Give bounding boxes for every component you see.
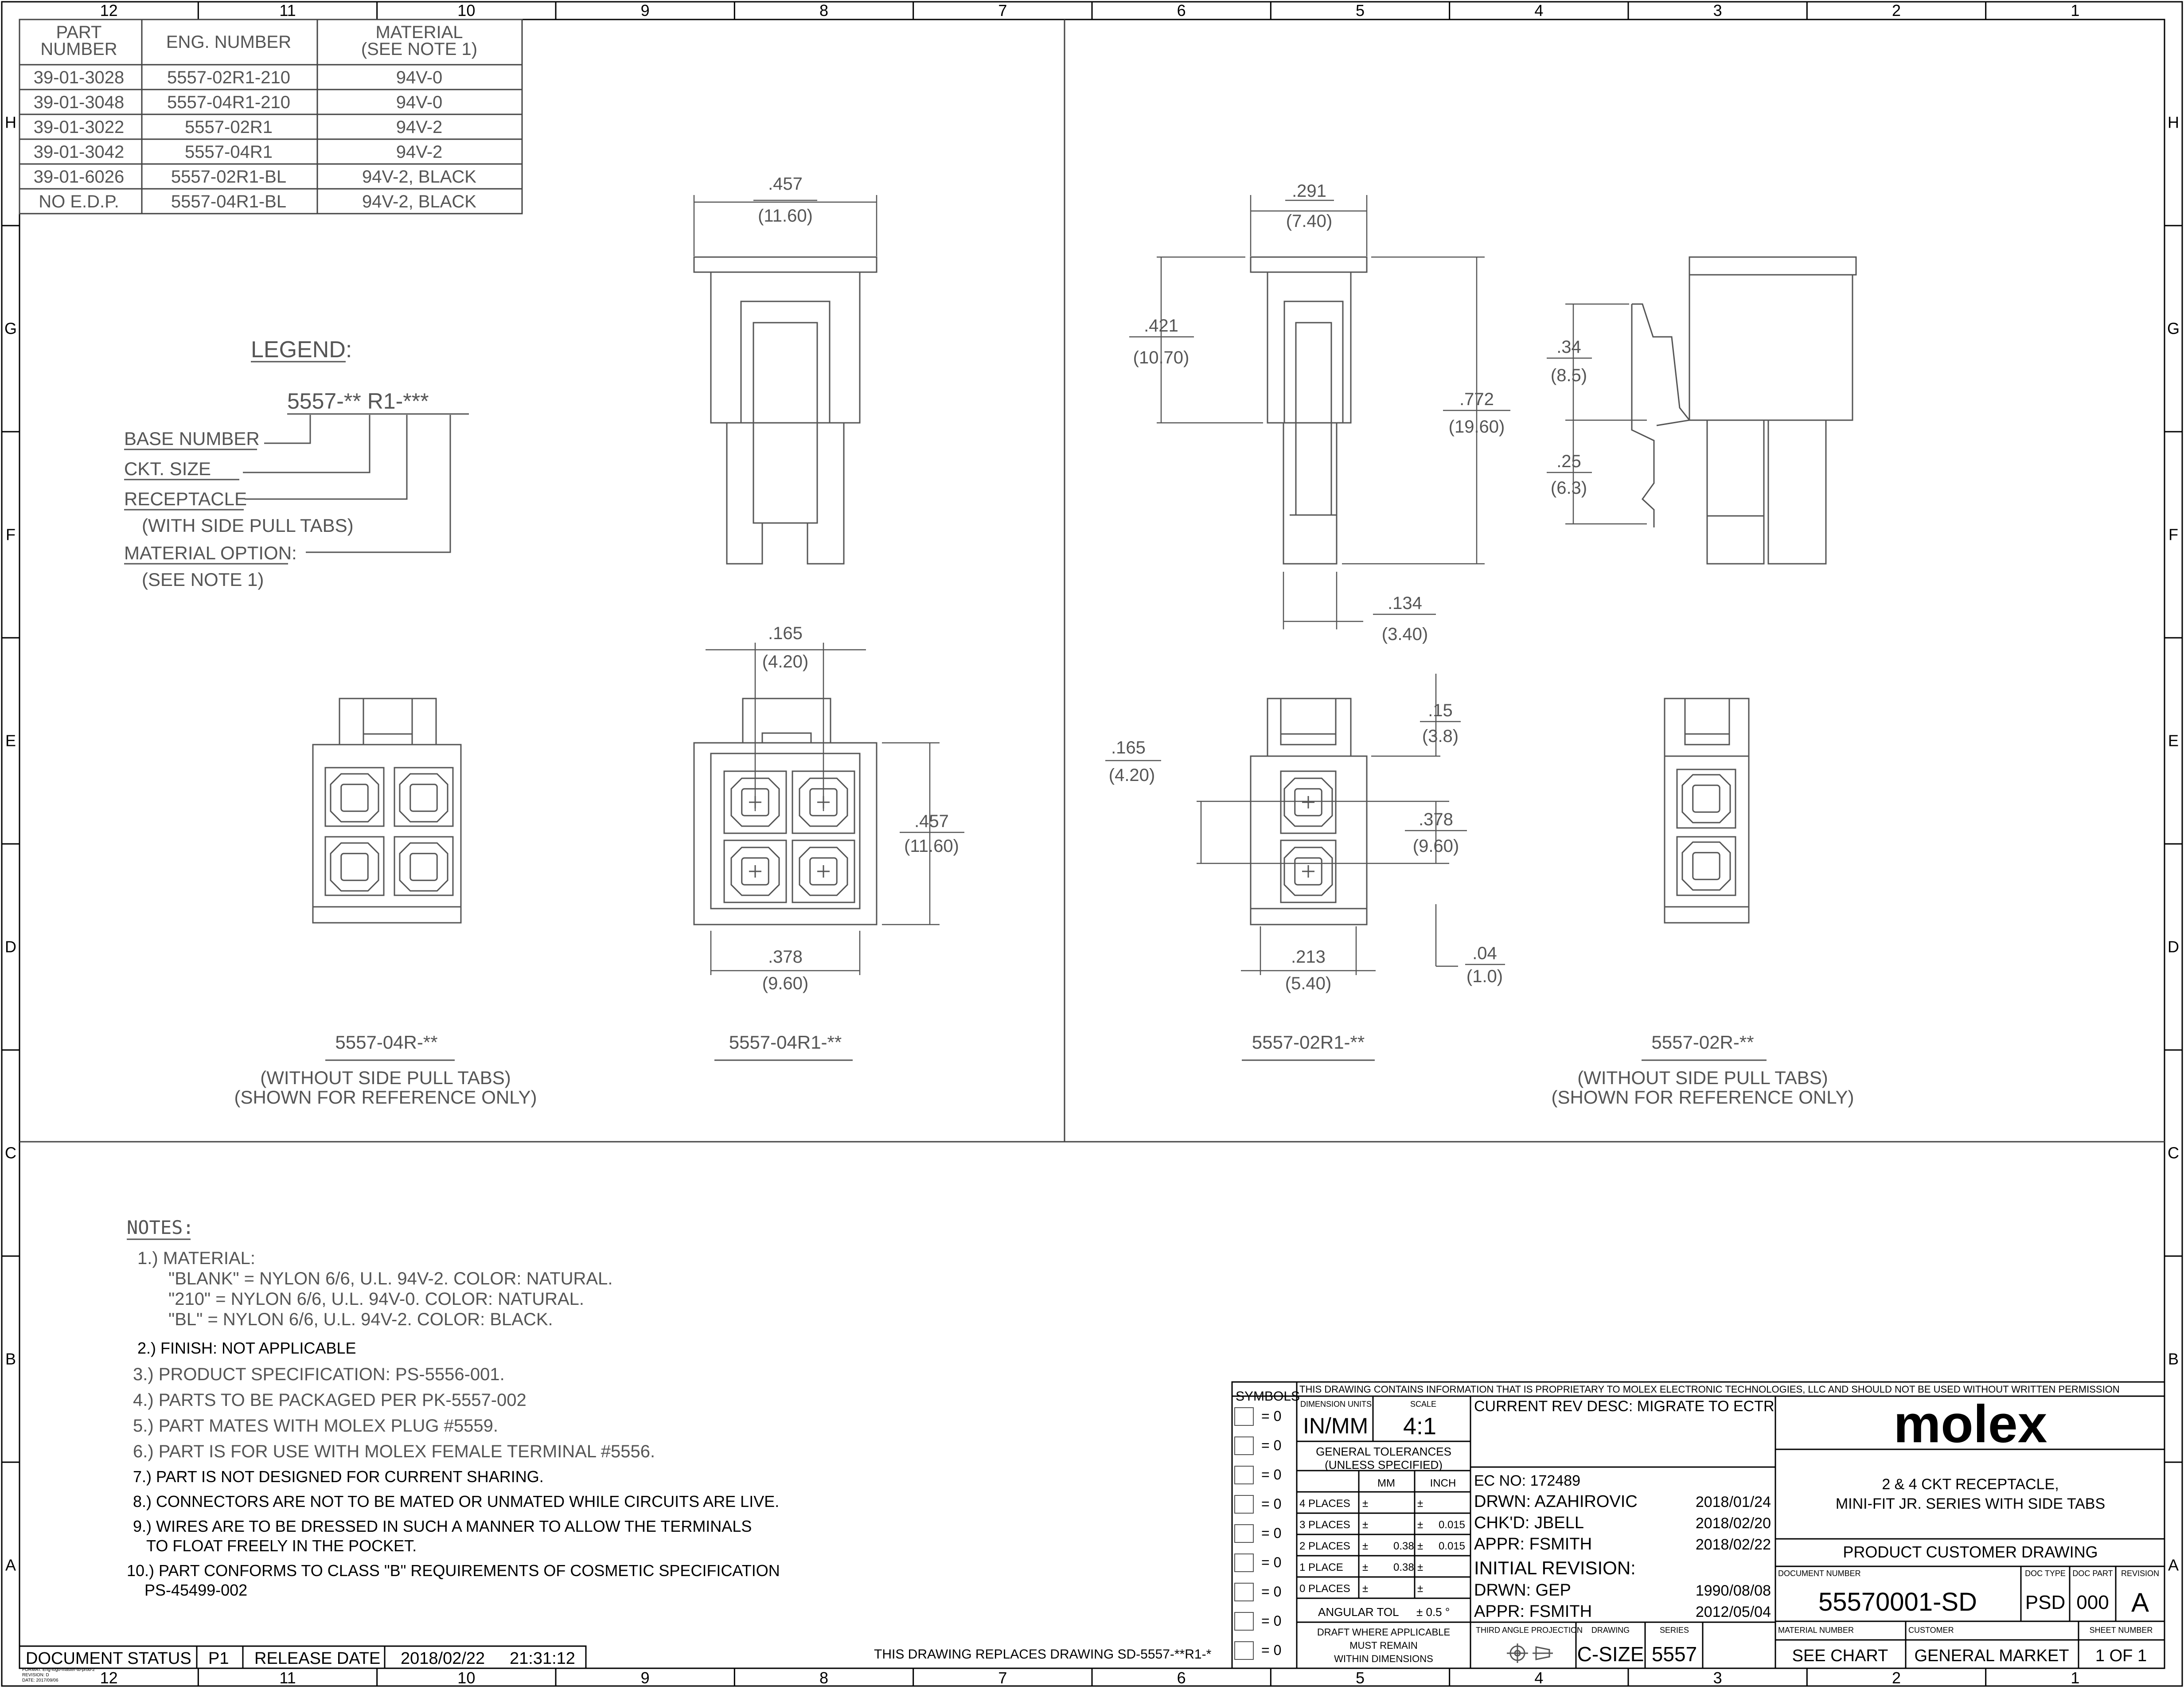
table-header-part-2: NUMBER [40,39,117,59]
drawing-size: C-SIZE [1577,1643,1644,1666]
note-2: 2.) FINISH: NOT APPLICABLE [137,1339,356,1357]
dim-165-v3-in: .165 [1111,738,1146,757]
zone-col-top: 9 [640,1,650,20]
release-date-label: RELEASE DATE [254,1649,381,1668]
dim-378-v3-mm: (9.60) [1412,836,1459,856]
tol-row-inch: 0.015 [1438,1540,1465,1552]
drawing-label: DRAWING [1591,1626,1630,1635]
legend-item-ckt: CKT. SIZE [124,458,211,479]
format-tag-1: FORMAT: Eng-logo-master-tb-prod-2 [22,1667,95,1672]
dim-421-mm: (10.70) [1133,348,1190,367]
table-cell: 94V-0 [396,68,443,87]
legend-item-material: MATERIAL OPTION: [124,543,297,563]
svg-text:±: ± [1417,1519,1424,1531]
table-header-eng: ENG. NUMBER [166,32,292,52]
doc-title: PRODUCT CUSTOMER DRAWING [1843,1543,2098,1561]
note-7: 7.) PART IS NOT DESIGNED FOR CURRENT SHARING. [133,1468,544,1486]
table-cell: 5557-04R1-BL [171,192,287,211]
zone-row-right: H [2168,113,2179,132]
note-9-a: 9.) WIRES ARE TO BE DRESSED IN SUCH A MANNER TO ALLOW THE TERMINALS [133,1517,752,1535]
zone-row-left: H [5,113,16,132]
tol-row-mm: 0.38 [1393,1561,1414,1573]
dim-291-in: .291 [1292,181,1326,201]
description-2: MINI-FIT JR. SERIES WITH SIDE TABS [1835,1495,2106,1512]
note-4: 4.) PARTS TO BE PACKAGED PER PK-5557-002 [133,1390,526,1410]
tol-row-inch: 0.015 [1438,1519,1465,1531]
zone-col-bottom: 2 [1892,1669,1901,1687]
dim-772-mm: (19.60) [1448,417,1505,437]
dim-15-in: .15 [1428,701,1453,720]
dim-165-v2-mm: (4.20) [762,652,809,671]
svg-text:= 0: = 0 [1261,1525,1282,1541]
table-cell: 94V-2, BLACK [362,167,476,187]
dim-457-v2-in: .457 [914,812,949,831]
svg-text:= 0: = 0 [1261,1437,1282,1453]
tol-col-mm: MM [1377,1477,1395,1489]
format-tag-3: DATE: 2017/09/06 [22,1678,58,1683]
replaces-drawing: THIS DRAWING REPLACES DRAWING SD-5557-**R1-* [874,1647,1212,1662]
dim-457-v2-mm: (11.60) [904,836,959,856]
material-number: SEE CHART [1792,1647,1888,1665]
zone-row-left: B [5,1350,16,1368]
tol-row-label: 4 PLACES [1299,1498,1350,1510]
initial-drwn-date: 1990/08/08 [1695,1582,1771,1599]
sheet-number: 1 OF 1 [2095,1647,2147,1665]
revision-label: REVISION [2121,1569,2160,1578]
zone-col-top: 11 [279,1,296,20]
table-cell: 94V-2 [396,117,443,137]
table-cell: 5557-02R1-BL [171,167,287,187]
dim-units-label: DIMENSION UNITS [1300,1400,1372,1409]
table-cell: 5557-02R1 [185,117,273,137]
customer: GENERAL MARKET [1914,1647,2069,1665]
dim-378-v2-mm: (9.60) [762,974,809,993]
initial-drwn: DRWN: GEP [1474,1581,1571,1600]
svg-text:±: ± [1417,1540,1424,1552]
note-6: 6.) PART IS FOR USE WITH MOLEX FEMALE TERMINAL #5556. [133,1442,655,1461]
note-8: 8.) CONNECTORS ARE NOT TO BE MATED OR UNMATED WHILE CIRCUITS ARE LIVE. [133,1492,780,1510]
table-cell: 39-01-3048 [33,93,125,112]
ec-no: EC NO: 172489 [1474,1472,1581,1489]
svg-text:= 0: = 0 [1261,1496,1282,1512]
chkd-date: 2018/02/20 [1695,1515,1771,1532]
molex-logo: molex [1893,1394,2048,1454]
note-10-a: 10.) PART CONFORMS TO CLASS "B" REQUIREMENTS OF COSMETIC SPECIFICATION [127,1561,780,1580]
tol-row-label: 1 PLACE [1299,1561,1343,1573]
gen-tol-1: GENERAL TOLERANCES [1316,1445,1451,1458]
dim-134-in: .134 [1388,593,1422,613]
symbols-label: SYMBOLS [1236,1389,1300,1404]
tol-col-inch: INCH [1430,1477,1456,1489]
view-note-v4-a: (WITHOUT SIDE PULL TABS) [1577,1067,1828,1088]
dim-134-mm: (3.40) [1381,624,1428,644]
draft-3: WITHIN DIMENSIONS [1334,1653,1433,1664]
note-1-210: "210" = NYLON 6/6, U.L. 94V-0. COLOR: NATURAL. [168,1289,585,1309]
tol-row-label: 2 PLACES [1299,1540,1350,1552]
svg-text:= 0: = 0 [1261,1408,1282,1424]
zone-col-bottom: 6 [1177,1669,1186,1687]
notes-title: NOTES: [127,1217,194,1238]
zone-row-left: F [6,525,16,544]
dim-34-mm: (8.5) [1550,366,1587,385]
doc-number: 55570001-SD [1818,1588,1977,1616]
appr-date: 2018/02/22 [1695,1536,1771,1553]
tol-row-label: 0 PLACES [1299,1583,1350,1595]
draft-2: MUST REMAIN [1349,1640,1418,1651]
zone-col-top: 12 [100,1,118,20]
proprietary-notice: THIS DRAWING CONTAINS INFORMATION THAT IS PROPRIETARY TO MOLEX ELECTRONIC TECHNOLOGIES, LLC AND SHOULD NOT BE USED WITHOUT WRITTEN PERMISSION [1299,1384,2120,1395]
release-time: 21:31:12 [510,1649,575,1668]
svg-text:= 0: = 0 [1261,1613,1282,1629]
zone-row-right: D [2168,937,2179,956]
view-note-v1-a: (WITHOUT SIDE PULL TABS) [260,1067,511,1088]
dim-165-v3-mm: (4.20) [1108,765,1155,785]
view-caption-v1: 5557-04R-** [335,1032,438,1053]
note-3: 3.) PRODUCT SPECIFICATION: PS-5556-001. [133,1365,505,1384]
zone-col-top: 2 [1892,1,1901,20]
projection-label: THIRD ANGLE PROJECTION [1476,1626,1583,1635]
zone-col-bottom: 5 [1355,1669,1365,1687]
zone-row-left: D [5,937,16,956]
zone-row-left: G [4,319,17,338]
zone-col-bottom: 4 [1534,1669,1544,1687]
doc-type-label: DOC TYPE [2025,1569,2066,1578]
table-cell: 39-01-3042 [33,142,125,162]
release-date: 2018/02/22 [401,1649,485,1668]
zone-col-top: 8 [819,1,829,20]
table-cell: 39-01-3028 [33,68,125,87]
initial-appr-date: 2012/05/04 [1695,1604,1771,1620]
dim-25-in: .25 [1556,452,1581,471]
zone-col-bottom: 10 [457,1669,476,1687]
svg-text:= 0: = 0 [1261,1554,1282,1570]
view-caption-v2: 5557-04R1-** [729,1032,842,1053]
table-cell: 94V-2, BLACK [362,192,476,211]
tol-row-mm: 0.38 [1393,1540,1414,1552]
zone-col-bottom: 1 [2071,1669,2080,1687]
zone-row-left: A [5,1556,16,1574]
tol-row-label: 3 PLACES [1299,1519,1350,1531]
table-cell: 94V-2 [396,142,443,162]
svg-text:±: ± [1362,1583,1369,1595]
table-cell: 94V-0 [396,93,443,112]
series-value: 5557 [1651,1643,1697,1666]
dim-15-mm: (3.8) [1422,726,1459,746]
doc-status-label: DOCUMENT STATUS [26,1649,191,1668]
view-caption-v3: 5557-02R1-** [1252,1032,1365,1053]
svg-text:±: ± [1417,1498,1424,1510]
chkd: CHK'D: JBELL [1474,1514,1584,1532]
legend-item-receptacle: RECEPTACLE [124,488,247,509]
svg-text:±: ± [1362,1519,1369,1531]
svg-text:±: ± [1362,1540,1369,1552]
customer-label: CUSTOMER [1908,1626,1954,1635]
view-note-v1-b: (SHOWN FOR REFERENCE ONLY) [234,1087,537,1108]
appr: APPR: FSMITH [1474,1535,1592,1553]
zone-row-right: G [2167,319,2180,338]
angular-tol-value: ± 0.5 ° [1416,1605,1450,1619]
dim-04-mm: (1.0) [1466,967,1503,986]
table-cell: 39-01-3022 [33,117,125,137]
dim-421-in: .421 [1144,316,1178,336]
zone-col-top: 1 [2071,1,2080,20]
table-cell: 5557-04R1 [185,142,273,162]
zone-col-bottom: 9 [640,1669,650,1687]
zone-col-top: 3 [1713,1,1722,20]
zone-col-top: 7 [998,1,1007,20]
note-1-bl: "BL" = NYLON 6/6, U.L. 94V-2. COLOR: BLACK. [168,1310,553,1329]
dim-34-in: .34 [1556,337,1581,357]
scale-value: 4:1 [1403,1413,1437,1440]
table-header-material-1: MATERIAL [375,23,463,42]
zone-row-right: A [2168,1556,2179,1574]
legend-item-see-note: (SEE NOTE 1) [142,569,264,590]
doc-part-label: DOC PART [2072,1569,2113,1578]
svg-text:= 0: = 0 [1261,1642,1282,1658]
doc-status-value: P1 [208,1649,229,1668]
drwn-date: 2018/01/24 [1695,1494,1771,1510]
revision: A [2131,1588,2149,1617]
note-1-blank: "BLANK" = NYLON 6/6, U.L. 94V-2. COLOR: NATURAL. [168,1269,613,1288]
svg-text:±: ± [1362,1498,1369,1510]
format-tag-2: REVISION: D [22,1673,49,1678]
zone-col-bottom: 8 [819,1669,829,1687]
dim-772-in: .772 [1459,390,1494,409]
view-caption-v4: 5557-02R-** [1651,1032,1754,1053]
dim-457-top-mm: (11.60) [758,206,813,226]
view-note-v4-b: (SHOWN FOR REFERENCE ONLY) [1551,1087,1854,1108]
table-cell: NO E.D.P. [39,192,119,211]
zone-col-top: 6 [1177,1,1186,20]
angular-tol-label: ANGULAR TOL [1318,1605,1399,1619]
dim-213-mm: (5.40) [1285,974,1332,993]
svg-text:= 0: = 0 [1261,1584,1282,1600]
legend-title: LEGEND: [251,337,352,363]
scale-label: SCALE [1410,1400,1437,1409]
dim-378-v3-in: .378 [1419,810,1453,829]
legend-item-base: BASE NUMBER [124,428,260,449]
table-header-part-1: PART [56,23,102,42]
sheet-label: SHEET NUMBER [2089,1626,2153,1635]
dim-165-v2-in: .165 [768,624,803,643]
material-number-label: MATERIAL NUMBER [1778,1626,1854,1635]
note-1-heading: 1.) MATERIAL: [137,1249,255,1268]
table-cell: 39-01-6026 [33,167,125,187]
draft-1: DRAFT WHERE APPLICABLE [1317,1627,1451,1638]
zone-col-top: 4 [1534,1,1544,20]
initial-revision: INITIAL REVISION: [1474,1557,1636,1578]
table-header-material-2: (SEE NOTE 1) [361,39,478,59]
zone-col-bottom: 11 [279,1669,296,1687]
dim-291-mm: (7.40) [1286,211,1333,231]
zone-col-top: 10 [457,1,476,20]
dim-04-in: .04 [1472,944,1497,963]
note-10-b: PS-45499-002 [144,1581,248,1599]
zone-col-bottom: 3 [1713,1669,1722,1687]
zone-row-right: B [2168,1350,2179,1368]
dim-213-in: .213 [1291,947,1326,967]
zone-row-right: F [2168,525,2178,544]
legend-item-pull-tabs: (WITH SIDE PULL TABS) [142,515,354,536]
zone-row-left: E [5,731,16,750]
zone-row-right: C [2168,1144,2179,1162]
zone-col-bottom: 7 [998,1669,1007,1687]
note-5: 5.) PART MATES WITH MOLEX PLUG #5559. [133,1416,498,1436]
note-9-b: TO FLOAT FREELY IN THE POCKET. [146,1537,417,1555]
description-1: 2 & 4 CKT RECEPTACLE, [1882,1476,2059,1493]
zone-row-right: E [2168,731,2179,750]
initial-appr: APPR: FSMITH [1474,1602,1592,1621]
legend-code: 5557-** R1-*** [287,389,429,414]
rev-desc: CURRENT REV DESC: MIGRATE TO ECTR [1474,1398,1774,1415]
drwn: DRWN: AZAHIROVIC [1474,1492,1638,1511]
svg-text:±: ± [1417,1583,1424,1595]
zone-row-left: C [5,1144,16,1162]
doc-type: PSD [2025,1592,2066,1613]
zone-col-top: 5 [1355,1,1365,20]
doc-part: 000 [2076,1592,2109,1613]
svg-text:±: ± [1417,1561,1424,1573]
table-cell: 5557-04R1-210 [167,93,290,112]
dim-25-mm: (6.3) [1550,478,1587,498]
dim-378-v2-in: .378 [768,947,803,967]
dim-457-top-in: .457 [768,174,803,194]
dim-units-value: IN/MM [1303,1413,1369,1438]
svg-text:±: ± [1362,1561,1369,1573]
gen-tol-2: (UNLESS SPECIFIED) [1325,1458,1443,1471]
series-label: SERIES [1659,1626,1689,1635]
svg-text:= 0: = 0 [1261,1467,1282,1483]
zone-col-bottom: 12 [100,1669,118,1687]
doc-number-label: DOCUMENT NUMBER [1778,1569,1861,1578]
table-cell: 5557-02R1-210 [167,68,290,87]
